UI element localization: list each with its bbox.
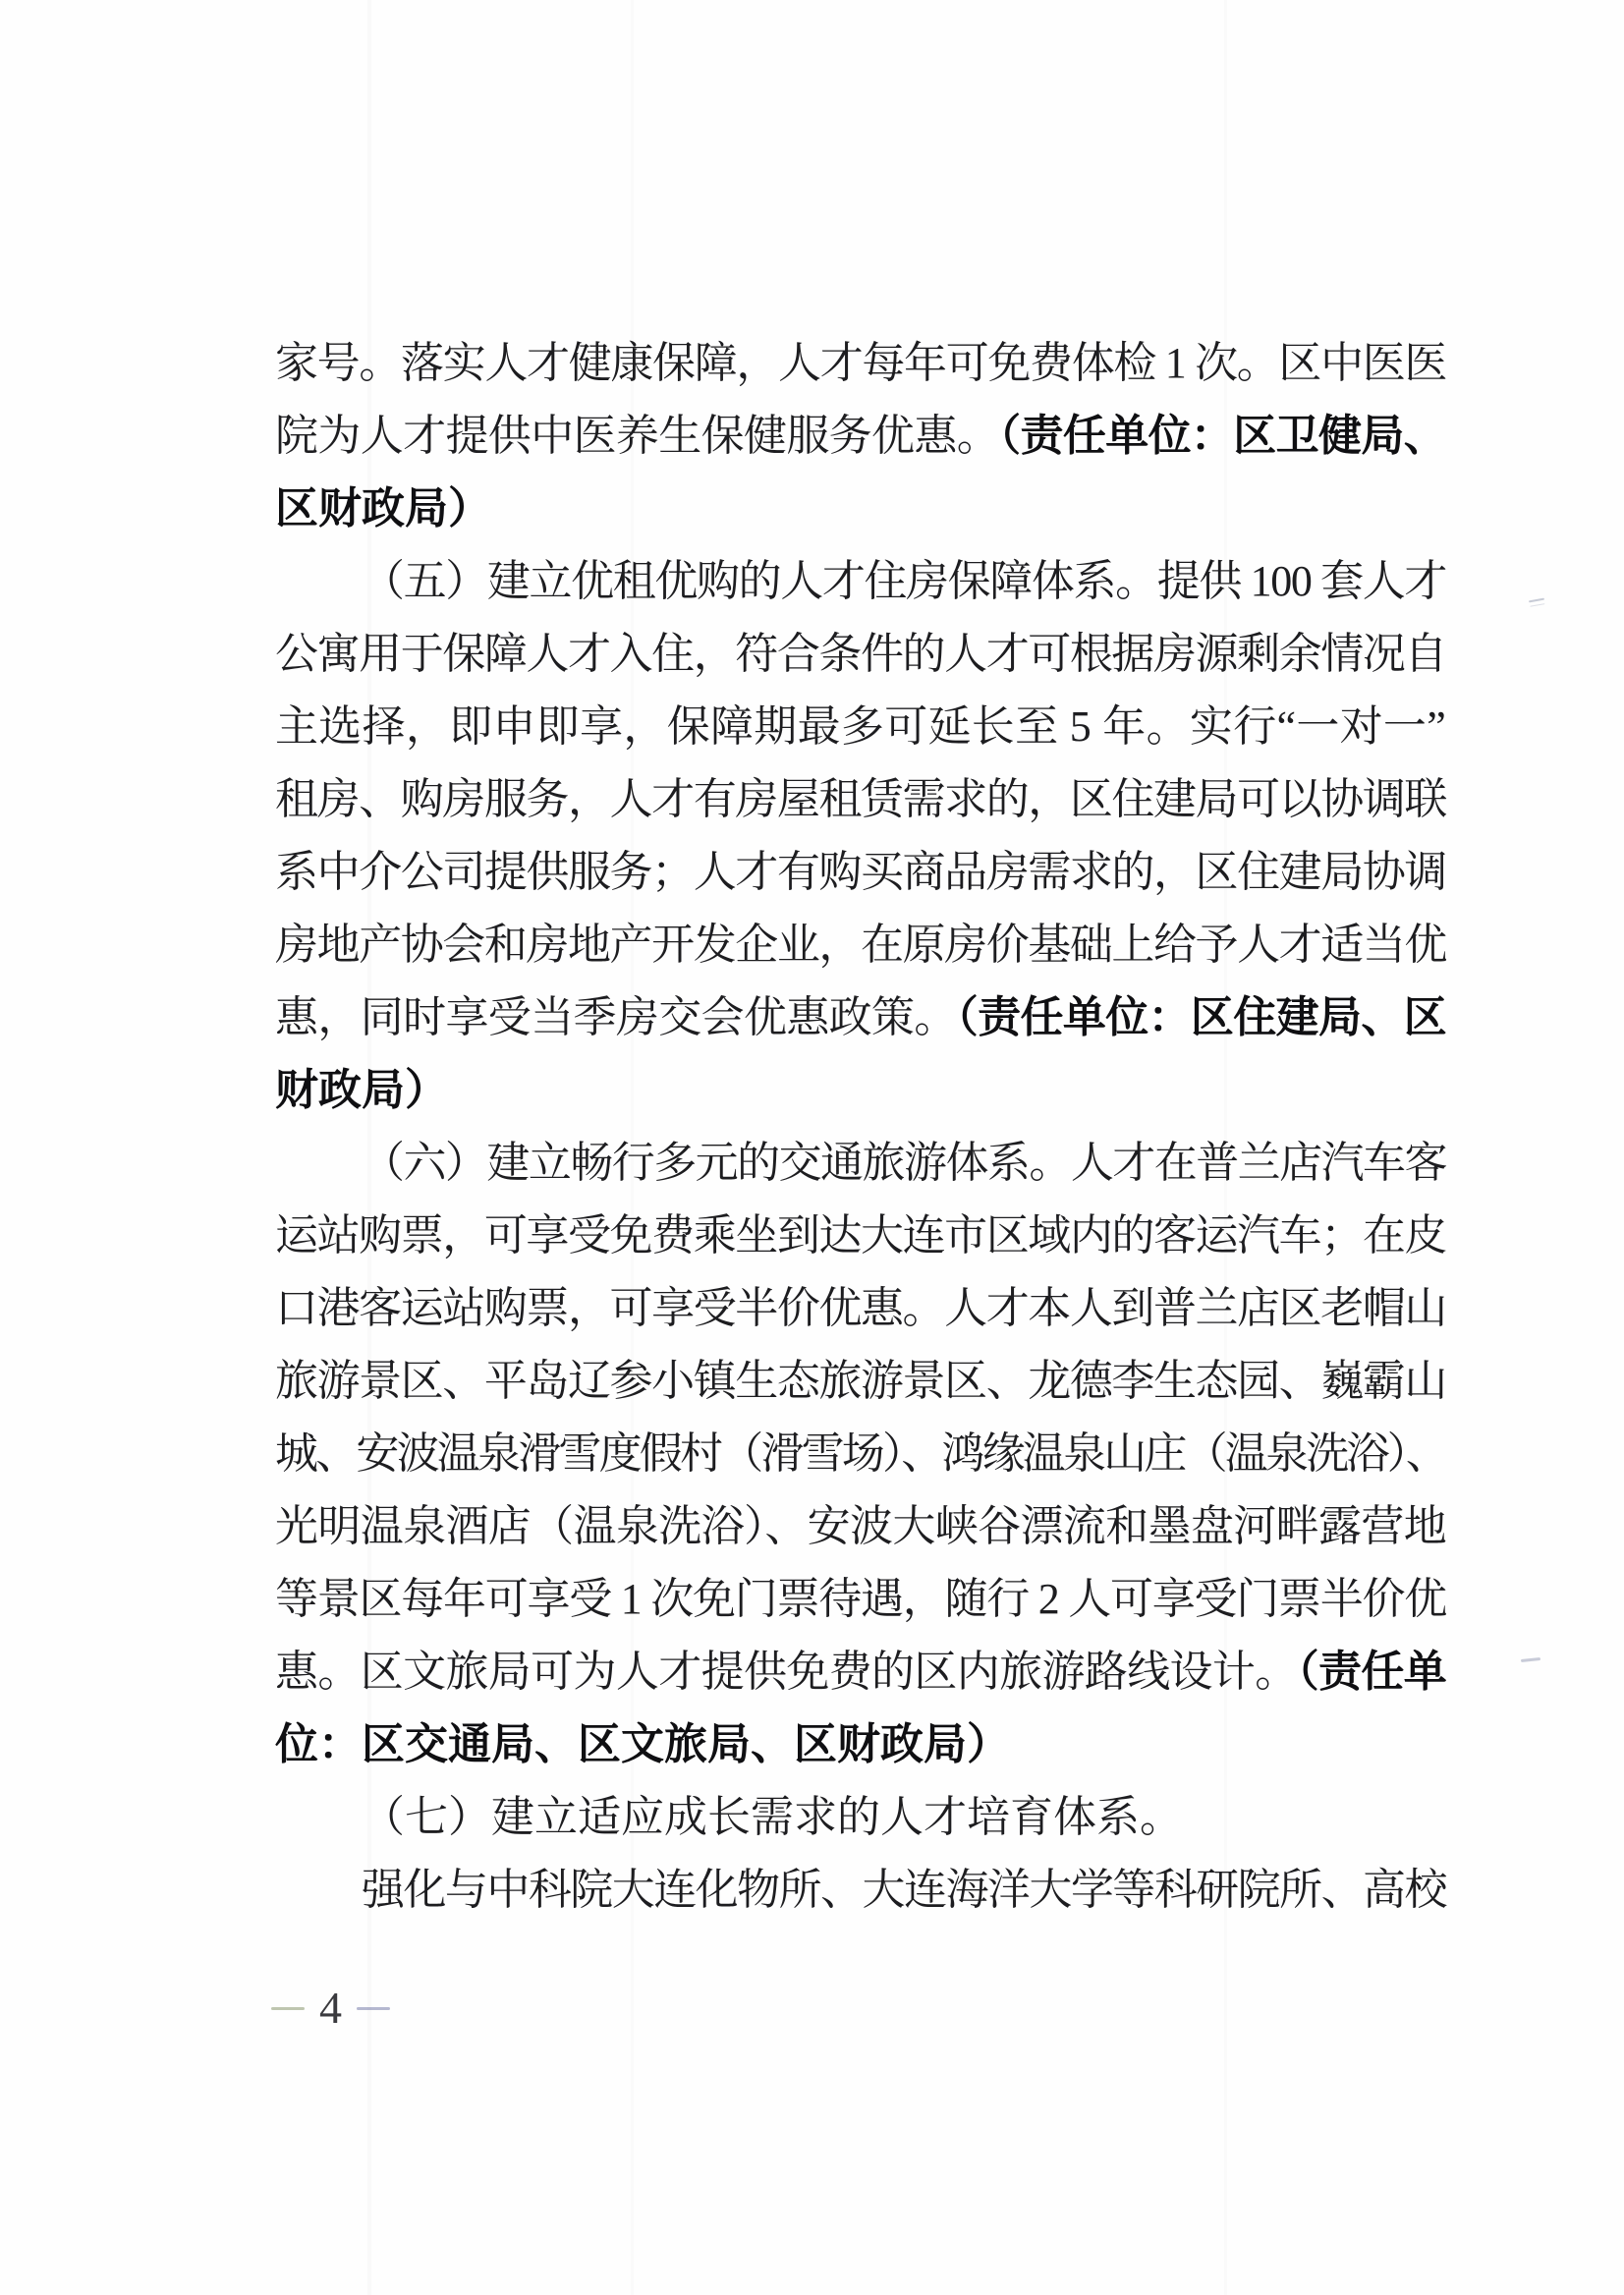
text-segment: 院为人才提供中医养生保健服务优惠。	[275, 412, 1000, 460]
text-segment: （六）建立畅行多元的交通旅游体系。人才在普兰店汽车客	[362, 1139, 1446, 1187]
text-line-content	[275, 400, 1446, 473]
text-line-content	[275, 1636, 1446, 1708]
text-segment: 主选择，即申即享，保障期最多可延长至 5 年。实行“一对一”	[275, 702, 1447, 751]
text-line	[275, 981, 1446, 1054]
text-line-content	[275, 1272, 1446, 1345]
text-line	[275, 1418, 1446, 1490]
text-line	[275, 618, 1446, 691]
text-line	[275, 1054, 1446, 1127]
text-segment: 等景区每年可享受 1 次免门票待遇，随行 2 人可享受门票半价优	[275, 1575, 1446, 1623]
text-line	[275, 1345, 1446, 1418]
text-segment: 系中介公司提供服务；人才有购买商品房需求的，区住建局协调	[275, 848, 1446, 896]
text-line-content	[275, 1708, 1010, 1781]
text-line	[275, 545, 1446, 618]
text-segment-bold: （责任单	[1297, 1648, 1447, 1696]
text-segment: 公寓用于保障人才入住，符合条件的人才可根据房源剩余情况自	[275, 630, 1446, 678]
text-line	[275, 1272, 1446, 1345]
text-segment: 租房、购房服务，人才有房屋租赁需求的，区住建局可以协调联	[275, 775, 1446, 823]
text-line-content	[275, 1490, 1446, 1563]
text-line-content	[275, 909, 1446, 981]
text-line-content	[362, 1854, 1446, 1927]
text-line-content	[275, 1418, 1446, 1490]
text-line	[275, 763, 1446, 836]
text-segment: 家号。落实人才健康保障，人才每年可免费体检 1 次。区中医医	[275, 339, 1447, 387]
text-line-content	[362, 545, 1446, 618]
text-line	[275, 1490, 1446, 1563]
page-number-dash-right	[357, 2007, 390, 2010]
text-line-content	[275, 1054, 448, 1127]
text-segment: 强化与中科院大连化物所、大连海洋大学等科研院所、高校	[362, 1866, 1446, 1914]
text-line-content	[362, 1127, 1446, 1200]
text-line-content	[275, 1345, 1446, 1418]
text-line	[275, 1854, 1446, 1927]
text-line-content	[362, 1781, 1183, 1854]
page-number-dash-left	[271, 2007, 305, 2010]
text-line	[275, 1200, 1446, 1272]
scan-artifact	[1521, 1657, 1540, 1662]
text-line-content	[275, 327, 1446, 400]
text-line	[275, 473, 1446, 545]
text-line-content	[275, 473, 491, 545]
text-segment: 旅游景区、平岛辽参小镇生态旅游景区、龙德李生态园、巍霸山	[275, 1357, 1446, 1405]
text-line	[275, 1781, 1446, 1854]
text-line	[275, 1127, 1446, 1200]
text-line-content	[275, 691, 1446, 763]
text-segment: （七）建立适应成长需求的人才培育体系。	[362, 1793, 1183, 1841]
text-line	[275, 1636, 1446, 1708]
page-number-value: 4	[319, 1983, 342, 2033]
text-segment-bold: 财政局）	[275, 1066, 448, 1114]
text-segment: 光明温泉酒店（温泉洗浴）、安波大峡谷漂流和墨盘河畔露营地	[275, 1502, 1447, 1550]
text-line	[275, 836, 1446, 909]
text-line	[275, 909, 1446, 981]
text-segment: （五）建立优租优购的人才住房保障体系。提供 100 套人才	[362, 557, 1446, 605]
text-segment: 惠，同时享受当季房交会优惠政策。	[275, 993, 957, 1041]
text-line-content	[275, 1200, 1446, 1272]
text-line-content	[275, 1563, 1446, 1636]
text-line-content	[275, 836, 1446, 909]
text-segment-bold: 区财政局）	[275, 484, 491, 532]
text-segment: 城、安波温泉滑雪度假村（滑雪场）、鸿缘温泉山庄（温泉洗浴）、	[275, 1429, 1446, 1478]
text-line	[275, 327, 1446, 400]
text-line	[275, 691, 1446, 763]
text-line	[275, 1708, 1446, 1781]
document-body	[275, 327, 1446, 1927]
text-line-content	[275, 763, 1446, 836]
text-line	[275, 400, 1446, 473]
text-line-content	[275, 981, 1446, 1054]
scan-artifact	[1529, 598, 1544, 603]
page-number	[271, 1981, 390, 2036]
text-segment: 口港客运站购票，可享受半价优惠。人才本人到普兰店区老帽山	[275, 1284, 1446, 1332]
text-line-content	[275, 618, 1446, 691]
text-segment-bold: （责任单位：区卫健局、	[999, 412, 1447, 460]
text-line	[275, 1563, 1446, 1636]
text-segment: 房地产协会和房地产开发企业，在原房价基础上给予人才适当优	[275, 921, 1446, 969]
text-segment-bold: （责任单位：区住建局、区	[956, 993, 1447, 1041]
text-segment-bold: 位：区交通局、区文旅局、区财政局）	[275, 1720, 1010, 1768]
text-segment: 惠。区文旅局可为人才提供免费的区内旅游路线设计。	[275, 1648, 1298, 1696]
text-segment: 运站购票，可享受免费乘坐到达大连市区域内的客运汽车；在皮	[275, 1211, 1446, 1259]
